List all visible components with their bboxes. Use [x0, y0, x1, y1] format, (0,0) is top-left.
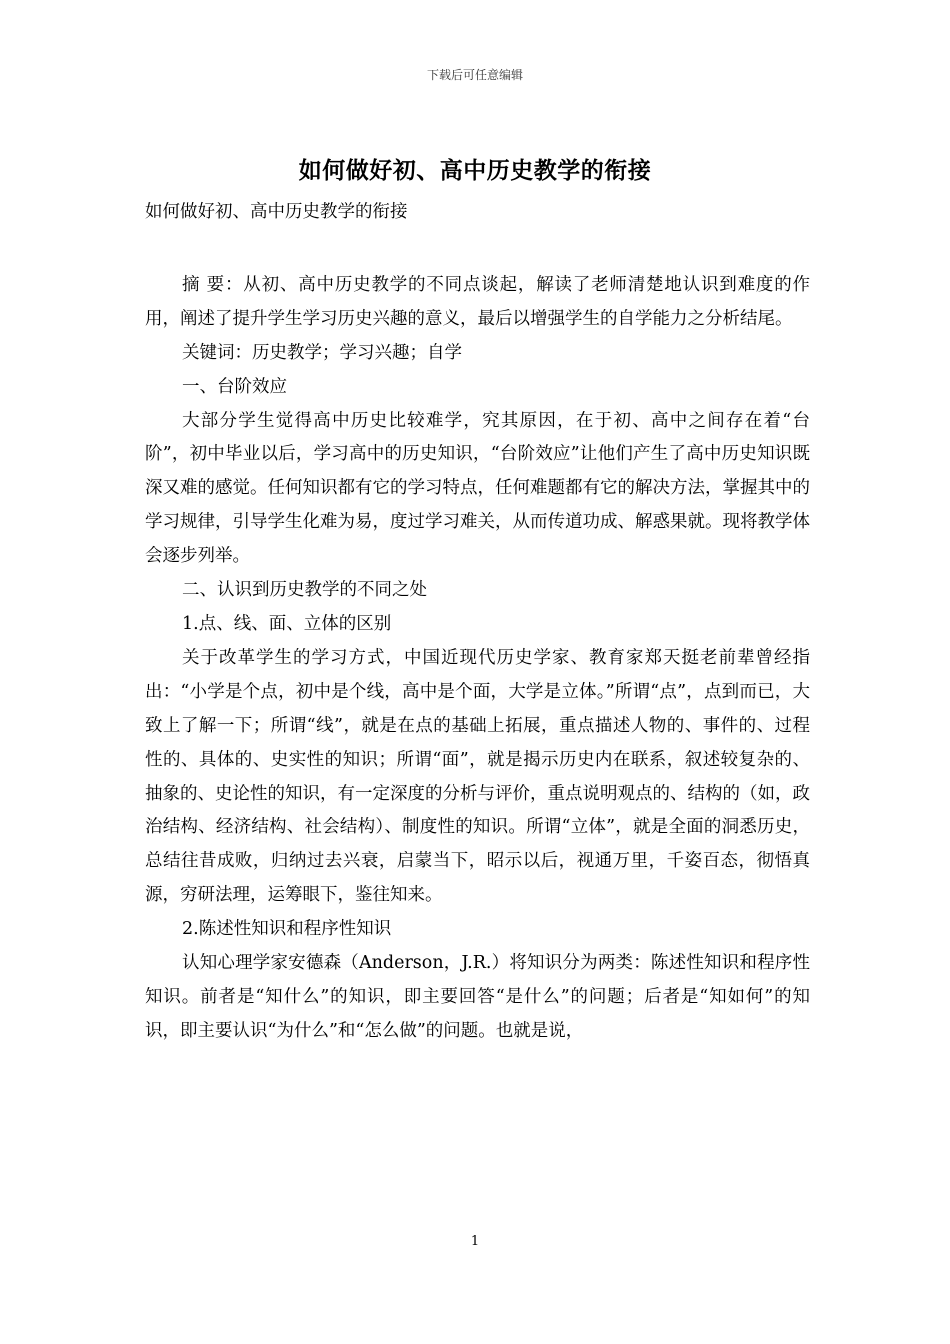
document-title: 如何做好初、高中历史教学的衔接: [298, 157, 652, 184]
subsection-heading-2: 2.陈述性知识和程序性知识: [182, 919, 392, 940]
header-note: 下载后可任意编辑: [426, 68, 523, 82]
abstract-paragraph: 摘 要：从初、高中历史教学的不同点谈起，解读了老师清楚地认识到难度的作用，阐述了提升学生学习历史兴趣的意义，最后以增强学生的自学能力之分析结尾。: [145, 274, 810, 329]
section-heading-2: 二、认识到历史教学的不同之处: [182, 580, 427, 601]
section-heading-1: 一、台阶效应: [182, 376, 287, 397]
keywords-paragraph: 关键词：历史教学；学习兴趣；自学: [182, 342, 462, 363]
body-paragraph: 关于改革学生的学习方式，中国近现代历史学家、教育家郑天挺老前辈曾经指出：“小学是个点，初中是个线，高中是个面，大学是立体。”所谓“点”，点到而已，大致上了解一下；所谓“线”，就是在点的基础上拓展，重点描述人物的、事件的、过程性的、具体的、史实性的知识；所谓“面”，就是揭示历史内在联系，叙述较复杂的、抽象的、史论性的知识，有一定深度的分析与评价，重点说明观点的、结构的（如，政治结构、经济结构、社会结构）、制度性的知识。所谓“立体”，就是全面的洞悉历史，总结往昔成败，归纳过去兴衰，启蒙当下，昭示以后，视通万里，千姿百态，彻悟真源，穷研法理，运筹眼下，鉴往知来。: [145, 647, 810, 906]
body-paragraph: 认知心理学家安德森（Anderson，J.R.）将知识分为两类：陈述性知识和程序性知识。前者是“知什么”的知识，即主要回答“是什么”的问题；后者是“知如何”的知识，即主要认识“为什么”和“怎么做”的问题。也就是说，: [145, 953, 810, 1041]
subsection-heading-1: 1.点、线、面、立体的区别: [182, 613, 392, 634]
body-paragraph: 大部分学生觉得高中历史比较难学，究其原因，在于初、高中之间存在着“台阶”，初中毕业以后，学习高中的历史知识，“台阶效应”让他们产生了高中历史知识既深又难的感觉。任何知识都有它的学习特点，任何难题都有它的解决方法，掌握其中的学习规律，引导学生化难为易，度过学习难关，从而传道功成、解惑果就。现将教学体会逐步列举。: [145, 410, 810, 567]
document-body: [145, 196, 810, 1049]
page-number: 1: [470, 1234, 480, 1249]
subtitle: 如何做好初、高中历史教学的衔接: [145, 202, 408, 222]
